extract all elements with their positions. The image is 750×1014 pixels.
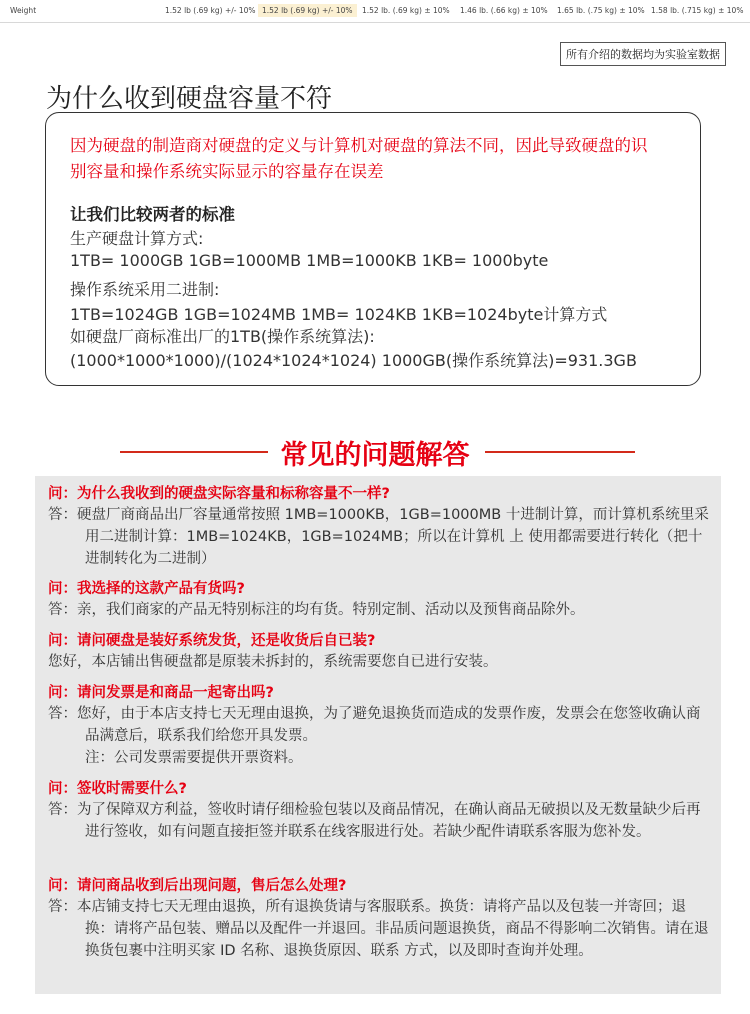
faq-question: 问：签收时需要什么? (48, 781, 187, 797)
faq-answer: 答：硬盘厂商商品出厂容量通常按照 1MB=1000KB，1GB=1000MB 十进制计算，而计算机系统里采用二进制计算：1MB=1024KB，1GB=1024MB；所以在计算机 上 使用都需要进行转化（把十进制转化为二进制） (48, 507, 709, 567)
os-method-label: 操作系统采用二进制: (70, 280, 220, 299)
explanation-highlight: 因为硬盘的制造商对硬盘的定义与计算机对硬盘的算法不同，因此导致硬盘的识别容量和操作系统实际显示的容量存在误差 (70, 136, 648, 181)
spec-label: Weight (10, 6, 37, 15)
faq-answer: 您好，本店铺出售硬盘都是原装未拆封的，系统需要您自已进行安装。 (48, 654, 498, 670)
faq-answer: 答：您好，由于本店支持七天无理由退换，为了避免退换货而造成的发票作废，发票会在您签收确认商品满意后，联系我们给您开具发票。 (48, 706, 701, 744)
explanation-box (45, 112, 701, 386)
faq-item (48, 484, 712, 570)
spec-value: 1.65 lb. (.75 kg) ± 10% (557, 6, 645, 15)
conversion-example: 如硬盘厂商标准出厂的1TB(操作系统算法): (1000*1000*1000)/(1024*1024*1024) 1000GB(操作系统算法)=931.3GB (70, 327, 637, 370)
faq-answer: 答：本店铺支持七天无理由退换，所有退换货请与客服联系。换货：请将产品以及包装一并寄回；退换：请将产品包装、赠品以及配件一并退回。非品质问题退换货，商品不得影响二次销售。请在退换货包裹中注明买家 ID 名称、退换货原因、联系 方式，以及即时查询并处理。 (48, 899, 709, 959)
spec-value: 1.52 lb (.69 kg) +/- 10% (165, 6, 256, 15)
lab-data-note: 所有介绍的数据均为实验室数据 (560, 42, 726, 66)
faq-question: 问：请问发票是和商品一起寄出吗? (48, 685, 274, 701)
faq-header (0, 430, 750, 474)
faq-item (48, 683, 712, 769)
spec-row (0, 0, 750, 23)
spec-value: 1.46 lb. (.66 kg) ± 10% (460, 6, 548, 15)
faq-answer: 答：为了保障双方利益，签收时请仔细检验包装以及商品情况，在确认商品无破损以及无数量缺少后再进行签收，如有问题直接拒签并联系在线客服进行处。若缺少配件请联系客服为您补发。 (48, 802, 701, 840)
faq-question: 问：我选择的这款产品有货吗? (48, 581, 245, 597)
faq-item (48, 876, 712, 962)
spec-value: 1.58 lb. (.715 kg) ± 10% (651, 6, 744, 15)
faq-item (48, 779, 712, 843)
binary-units: 1TB=1024GB 1GB=1024MB 1MB= 1024KB 1KB=1024byte计算方式 (70, 305, 608, 324)
decimal-units: 1TB= 1000GB 1GB=1000MB 1MB=1000KB 1KB= 1000byte (70, 251, 549, 270)
faq-question: 问：请问硬盘是装好系统发货，还是收货后自已装? (48, 633, 376, 649)
faq-item (48, 579, 712, 621)
spec-value: 1.52 lb. (.69 kg) ± 10% (362, 6, 450, 15)
faq-heading: 常见的问题解答 (280, 440, 470, 471)
faq-item (48, 631, 712, 673)
faq-question: 问：请问商品收到后出现问题，售后怎么处理? (48, 878, 347, 894)
faq-panel (35, 476, 721, 994)
faq-note: 注：公司发票需要提供开票资料。 (85, 750, 303, 766)
faq-question: 问：为什么我收到的硬盘实际容量和标称容量不一样? (48, 486, 390, 502)
faq-answer: 答：亲，我们商家的产品无特别标注的均有货。特别定制、活动以及预售商品除外。 (48, 602, 585, 618)
spec-value-highlighted: 1.52 lb (.69 kg) +/- 10% (258, 4, 357, 17)
compare-heading: 让我们比较两者的标准 (70, 205, 235, 224)
manufacturer-method-label: 生产硬盘计算方式: (70, 229, 204, 248)
divider-right (485, 451, 635, 453)
page-title: 为什么收到硬盘容量不符 (46, 84, 333, 114)
